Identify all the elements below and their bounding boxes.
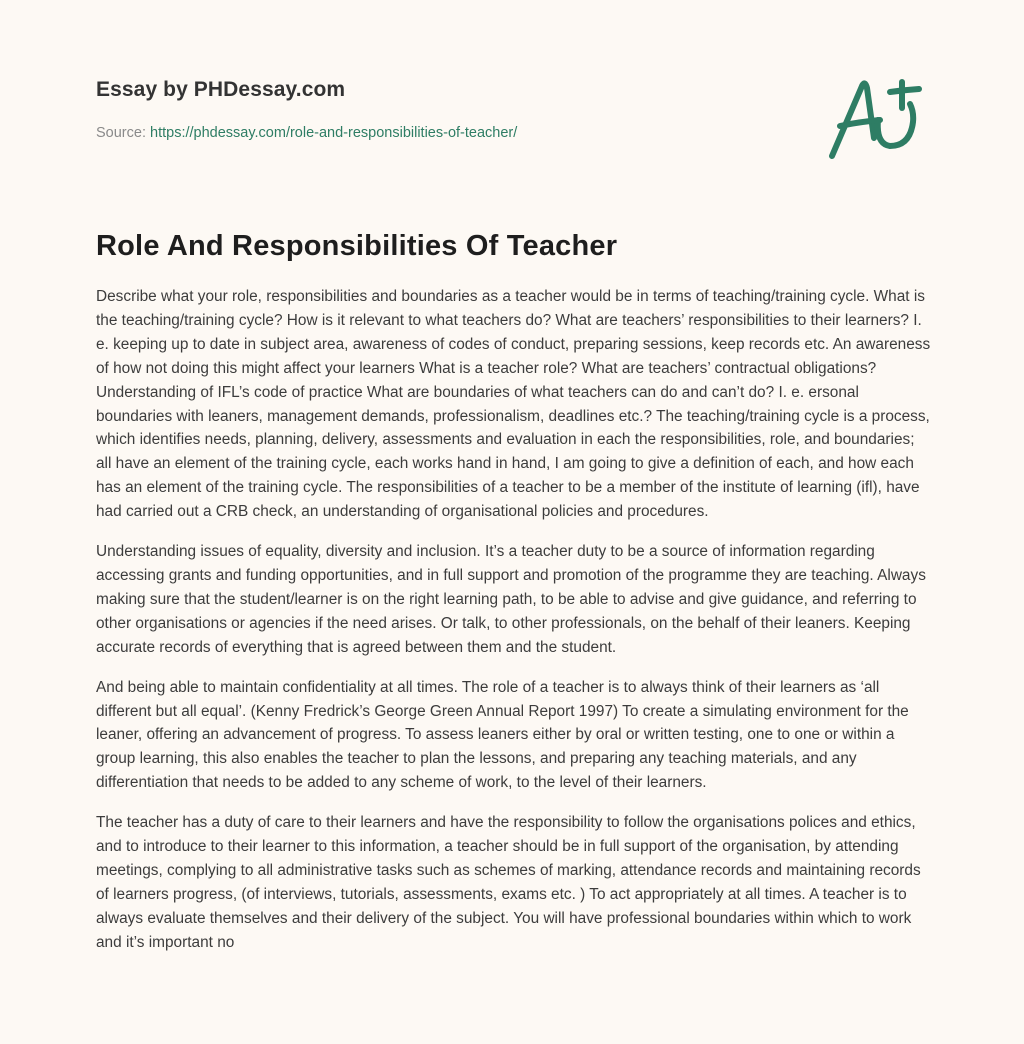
source-label: Source: — [96, 125, 146, 141]
essay-paragraph: And being able to maintain confidentiality at all times. The role of a teacher is to always think of their learners as ‘all different but all equal’. (Kenny Fredrick’s George Green Annual Report 1997) To create a simulating environment for the leaner, offering an advancement of progress. To assess leaners either by oral or written testing, one to one or within a group learning, this also enables the teacher to plan the lessons, and preparing any teaching materials, and any differentiation that needs to be added to any scheme of work, to the level of their learners. — [96, 678, 909, 792]
source-line — [96, 123, 796, 143]
essay-paragraph: Describe what your role, responsibilities and boundaries as a teacher would be in terms of teaching/training cycle. What is the teaching/training cycle? How is it relevant to what teachers do? What are teachers’ responsibilities to their learners? I. e. keeping up to date in subject area, awareness of codes of conduct, preparing sessions, keep records etc. An awareness of how not doing this might affect your learners What is a teacher role? What are teachers’ contractual obligations? Understanding of IFL’s code of practice What are boundaries of what teachers can do and can’t do? I. e. ersonal boundaries with leaners, management demands, professionalism, deadlines etc.? The teaching/training cycle is a process, which identifies needs, planning, delivery, assessments and evaluation in each the responsibilities, role, and boundaries; all have an element of the training cycle, each works hand in hand, I am going to give a definition of each, and how each has an element of the training cycle. The responsibilities of a teacher to be a member of the institute of learning (ifl), have had carried out a CRB check, an understanding of organisational policies and procedures. — [96, 288, 931, 521]
essay-paragraph: The teacher has a duty of care to their learners and have the responsibility to follow the organisations polices and ethics, and to introduce to their learner to this information, a teacher should be in full support of the organisation, by attending meetings, complying to all administrative tasks such as schemes of marking, attendance records and maintaining records of learners progress, (of interviews, tutorials, assessments, exams etc. ) To act appropriately at all times. A teacher is to always evaluate themselves and their delivery of the subject. You will have professional boundaries within which to work and it’s important no — [96, 814, 921, 951]
essay-body — [96, 285, 934, 971]
source-link[interactable]: https://phdessay.com/role-and-responsibilities-of-teacher/ — [150, 125, 518, 141]
a-plus-grade-icon — [818, 62, 938, 172]
essay-paragraph: Understanding issues of equality, diversity and inclusion. It’s a teacher duty to be a source of information regarding accessing grants and funding opportunities, and in full support and promotion of the programme they are teaching. Always making sure that the student/learner is on the right learning path, to be able to advise and give guidance, and referring to other organisations or agencies if the need arises. Or talk, to other professionals, on the behalf of their leaners. Keeping accurate records of everything that is agreed between them and the student. — [96, 543, 926, 656]
page-header — [96, 76, 796, 143]
site-title: Essay by PHDessay.com — [96, 78, 346, 101]
essay-title: Role And Responsibilities Of Teacher — [96, 230, 618, 262]
